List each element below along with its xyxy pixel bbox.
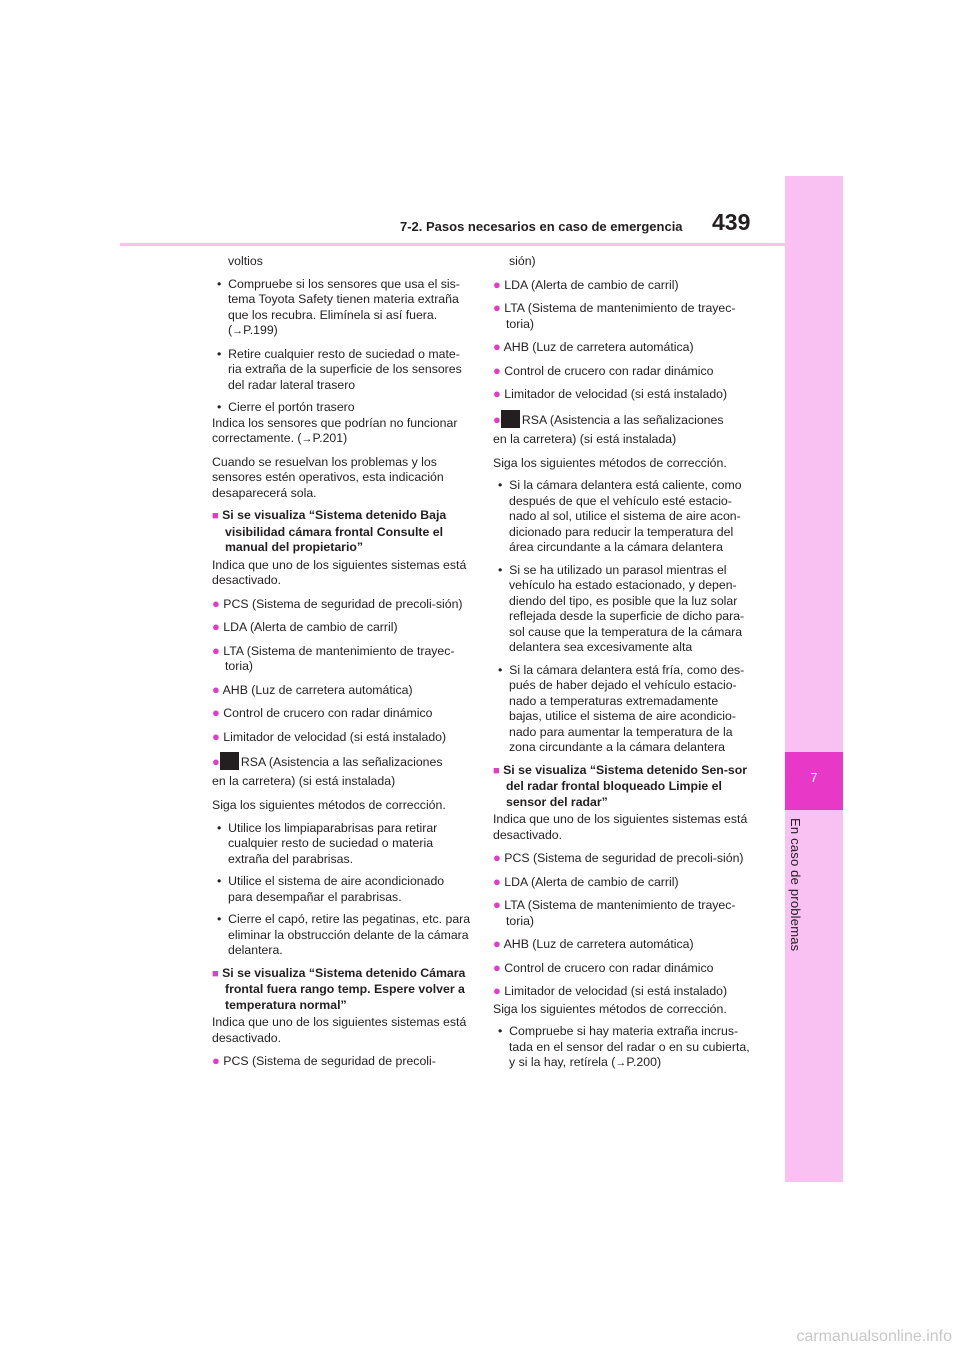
dot-bullet-icon: ● [493, 897, 501, 912]
list-item-text: Control de crucero con radar dinámico [223, 706, 433, 720]
list-item-text: Compruebe si hay materia extraña incrus-tada en el sensor del radar o en su cubierta, y si la hay, retírela ( [509, 1024, 750, 1069]
list-item-text: AHB (Luz de carretera automática) [222, 682, 413, 697]
bullet-icon: • [498, 1024, 503, 1038]
paragraph: Siga los siguientes métodos de corrección. [212, 798, 446, 812]
heading-text: Si se visualiza “Sistema detenido Baja visibilidad cámara frontal Consulte el manual del propietario” [222, 508, 447, 554]
square-bullet-icon: ■ [493, 764, 500, 777]
dot-bullet-icon: ● [493, 873, 501, 889]
dot-bullet-icon: ● [212, 754, 220, 769]
dot-bullet-icon: ● [493, 276, 501, 292]
dot-bullet-icon: ● [212, 681, 220, 697]
system-list [493, 277, 753, 449]
dot-bullet-icon: ● [212, 728, 220, 744]
list-item [212, 912, 472, 959]
dot-bullet-icon: ● [493, 959, 501, 975]
bullet-icon: • [498, 478, 503, 492]
bullet-icon: • [217, 400, 222, 414]
dot-bullet-icon: ● [493, 339, 501, 354]
system-list [212, 596, 472, 792]
paragraph: Indica que uno de los siguientes sistemas está desactivado. [212, 557, 467, 587]
list-item [493, 897, 753, 929]
list-item-text: PCS (Sistema de seguridad de precoli- [223, 1054, 436, 1068]
heading-text: Si se visualiza “Sistema detenido Cámara frontal fuera rango temp. Espere volver a temperatura normal” [222, 965, 466, 1012]
list-item [493, 277, 753, 294]
road-sign-assist-icon [501, 410, 520, 428]
list-item [493, 960, 753, 977]
system-list [493, 850, 753, 1000]
section-heading [212, 966, 472, 1014]
list-item [212, 596, 472, 613]
paragraph: Siga los siguientes métodos de corrección. [493, 1001, 727, 1016]
list-item-text: AHB (Luz de carretera automática) [503, 340, 694, 354]
list-item-text: en la carretera) (si está instalada) [212, 774, 396, 788]
heading-text: Si se visualiza “Sistema detenido Sen-sor del radar frontal bloqueado Limpie el sensor del radar” [503, 762, 748, 809]
list-item-text: PCS (Sistema de seguridad de precoli-sión) [504, 851, 744, 865]
dot-bullet-icon: ● [493, 936, 501, 951]
paragraph: Siga los siguientes métodos de corrección. [493, 455, 727, 470]
list-item-text: Utilice el sistema de aire acondicionado para desempañar el parabrisas. [228, 874, 445, 904]
list-item-text: Limitador de velocidad (si está instalado) [504, 984, 728, 998]
section-heading [493, 763, 753, 811]
list-item-text: RSA (Asistencia a las señalizaciones [240, 755, 443, 769]
section-heading [212, 508, 472, 556]
bullet-icon: • [217, 912, 222, 926]
list-item-text: Control de crucero con radar dinámico [504, 363, 714, 378]
list-item [493, 363, 753, 380]
list-item-text: Retire cualquier resto de suciedad o mate-ria extraña de la superficie de los sensores del radar lateral trasero [228, 346, 462, 392]
watermark-brand: carmanualsonline.info [796, 1328, 952, 1345]
bullet-icon: • [217, 276, 222, 291]
list-item-text: Control de crucero con radar dinámico [504, 960, 714, 975]
section-title: 7-2. Pasos necesarios en caso de emergencia [400, 219, 683, 234]
paragraph [212, 416, 472, 448]
list-item-text: Si se ha utilizado un parasol mientras el vehículo ha estado estacionado, y depen-diendo del tipo, es posible que la luz solar reflejada desde la superficie de dicho para-sol cause que la temperatura de la cámara delantera sea excesivamente alta [509, 562, 745, 654]
list-item-text: Limitador de velocidad (si está instalado) [223, 729, 447, 744]
bullet-icon: • [217, 874, 222, 888]
list-item [493, 410, 753, 449]
road-sign-assist-icon [220, 752, 239, 770]
square-bullet-icon: ■ [212, 510, 219, 522]
dot-bullet-icon: ● [212, 595, 220, 611]
list-item-text: Si la cámara delantera está caliente, como después de que el vehículo esté estacio-nado al sol, utilice el sistema de aire acon-dicionado para reducir la temperatura del área circundante a la cámara delantera [509, 478, 742, 554]
list-item [493, 1024, 753, 1072]
bullet-icon: • [217, 820, 222, 835]
list-item-text: Si la cámara delantera está fría, como des-pués de haber dejado el vehículo estacio-nado a temperaturas extremadamente bajas, utilice el sistema de aire acondicio-nado para aumentar la temperatura de la zona circundante a la cámara delantera [509, 662, 745, 754]
list-item-text: LDA (Alerta de cambio de carril) [223, 620, 398, 634]
arrow-right-icon: → [301, 433, 313, 445]
dot-bullet-icon: ● [493, 362, 501, 378]
list-item [493, 850, 753, 867]
list-item-text: LDA (Alerta de cambio de carril) [504, 277, 679, 292]
list-item-text: Cierre el capó, retire las pegatinas, etc. para eliminar la obstrucción delante de la cámara delantera. [228, 912, 471, 957]
left-column [212, 254, 472, 1077]
paragraph-text: Indica los sensores que podrían no funcionar correctamente. ( [212, 415, 458, 445]
chapter-label: En caso de problemas [788, 818, 803, 952]
arrow-right-icon: → [615, 1057, 627, 1069]
list-item [212, 682, 472, 699]
dot-bullet-icon: ● [212, 642, 220, 658]
list-item [212, 729, 472, 746]
list-item [493, 339, 753, 356]
right-column [493, 254, 753, 1079]
list-item-text: LTA (Sistema de mantenimiento de trayec-toria) [504, 898, 736, 928]
arrow-right-icon: → [232, 325, 244, 337]
list-item-text: Utilice los limpiaparabrisas para retirar cualquier resto de suciedad o materia extraña del parabrisas. [228, 820, 438, 866]
page-reference-link[interactable]: P.200) [626, 1055, 662, 1069]
dot-bullet-icon: ● [493, 386, 501, 401]
list-item [212, 347, 472, 394]
list-item [212, 821, 472, 868]
bullet-icon: • [498, 562, 503, 577]
list-item [212, 619, 472, 636]
list-item [493, 874, 753, 891]
page-reference-link[interactable]: P.199) [243, 323, 278, 337]
list-item [493, 386, 753, 403]
list-item-text: Cierre el portón trasero [228, 400, 355, 414]
list-item [493, 663, 753, 756]
chapter-number: 7 [810, 770, 818, 785]
list-item [212, 752, 472, 791]
dot-bullet-icon: ● [212, 1053, 220, 1068]
list-item [493, 563, 753, 656]
list-item-text: AHB (Luz de carretera automática) [503, 937, 694, 951]
dot-bullet-icon: ● [493, 300, 501, 315]
list-item-text: LTA (Sistema de mantenimiento de trayec-toria) [504, 301, 736, 331]
list-item-text: RSA (Asistencia a las señalizaciones [521, 412, 724, 427]
list-item [212, 643, 472, 675]
dot-bullet-icon: ● [493, 983, 501, 998]
list-item-text: en la carretera) (si está instalada) [493, 431, 677, 446]
dot-bullet-icon: ● [493, 411, 501, 427]
dot-bullet-icon: ● [212, 705, 220, 720]
list-item [493, 983, 753, 1000]
dot-bullet-icon: ● [212, 619, 220, 634]
paragraph: Indica que uno de los siguientes sistemas está desactivado. [493, 812, 748, 842]
bullet-icon: • [498, 662, 503, 677]
page-number: 439 [712, 209, 751, 235]
list-item-text: LTA (Sistema de mantenimiento de trayec-toria) [223, 643, 455, 673]
chapter-side-band [785, 176, 843, 1182]
page-reference-link[interactable]: P.201) [312, 431, 348, 445]
dot-bullet-icon: ● [493, 850, 501, 865]
list-item [212, 277, 472, 340]
list-item [212, 400, 472, 416]
paragraph: Indica que uno de los siguientes sistemas está desactivado. [212, 1015, 467, 1045]
bullet-icon: • [217, 346, 222, 361]
list-item-text: LDA (Alerta de cambio de carril) [504, 874, 679, 889]
list-item [493, 478, 753, 556]
square-bullet-icon: ■ [212, 967, 219, 980]
paragraph: Cuando se resuelvan los problemas y los sensores estén operativos, esta indicación desaparecerá sola. [212, 454, 444, 500]
list-item-text: Compruebe si los sensores que usa el sis-tema Toyota Safety tienen materia extraña que los recubra. Elimínela si así fuera. ( [228, 276, 460, 337]
continued-text: voltios [228, 254, 263, 268]
header-divider [120, 243, 788, 246]
list-item-text: PCS (Sistema de seguridad de precoli-sión) [223, 596, 463, 611]
list-item [212, 1053, 472, 1070]
list-item [212, 874, 472, 905]
list-item [493, 300, 753, 332]
list-item-text: Limitador de velocidad (si está instalado) [504, 387, 728, 401]
list-item [212, 705, 472, 722]
continued-text: sión) [509, 254, 536, 268]
list-item [493, 936, 753, 953]
